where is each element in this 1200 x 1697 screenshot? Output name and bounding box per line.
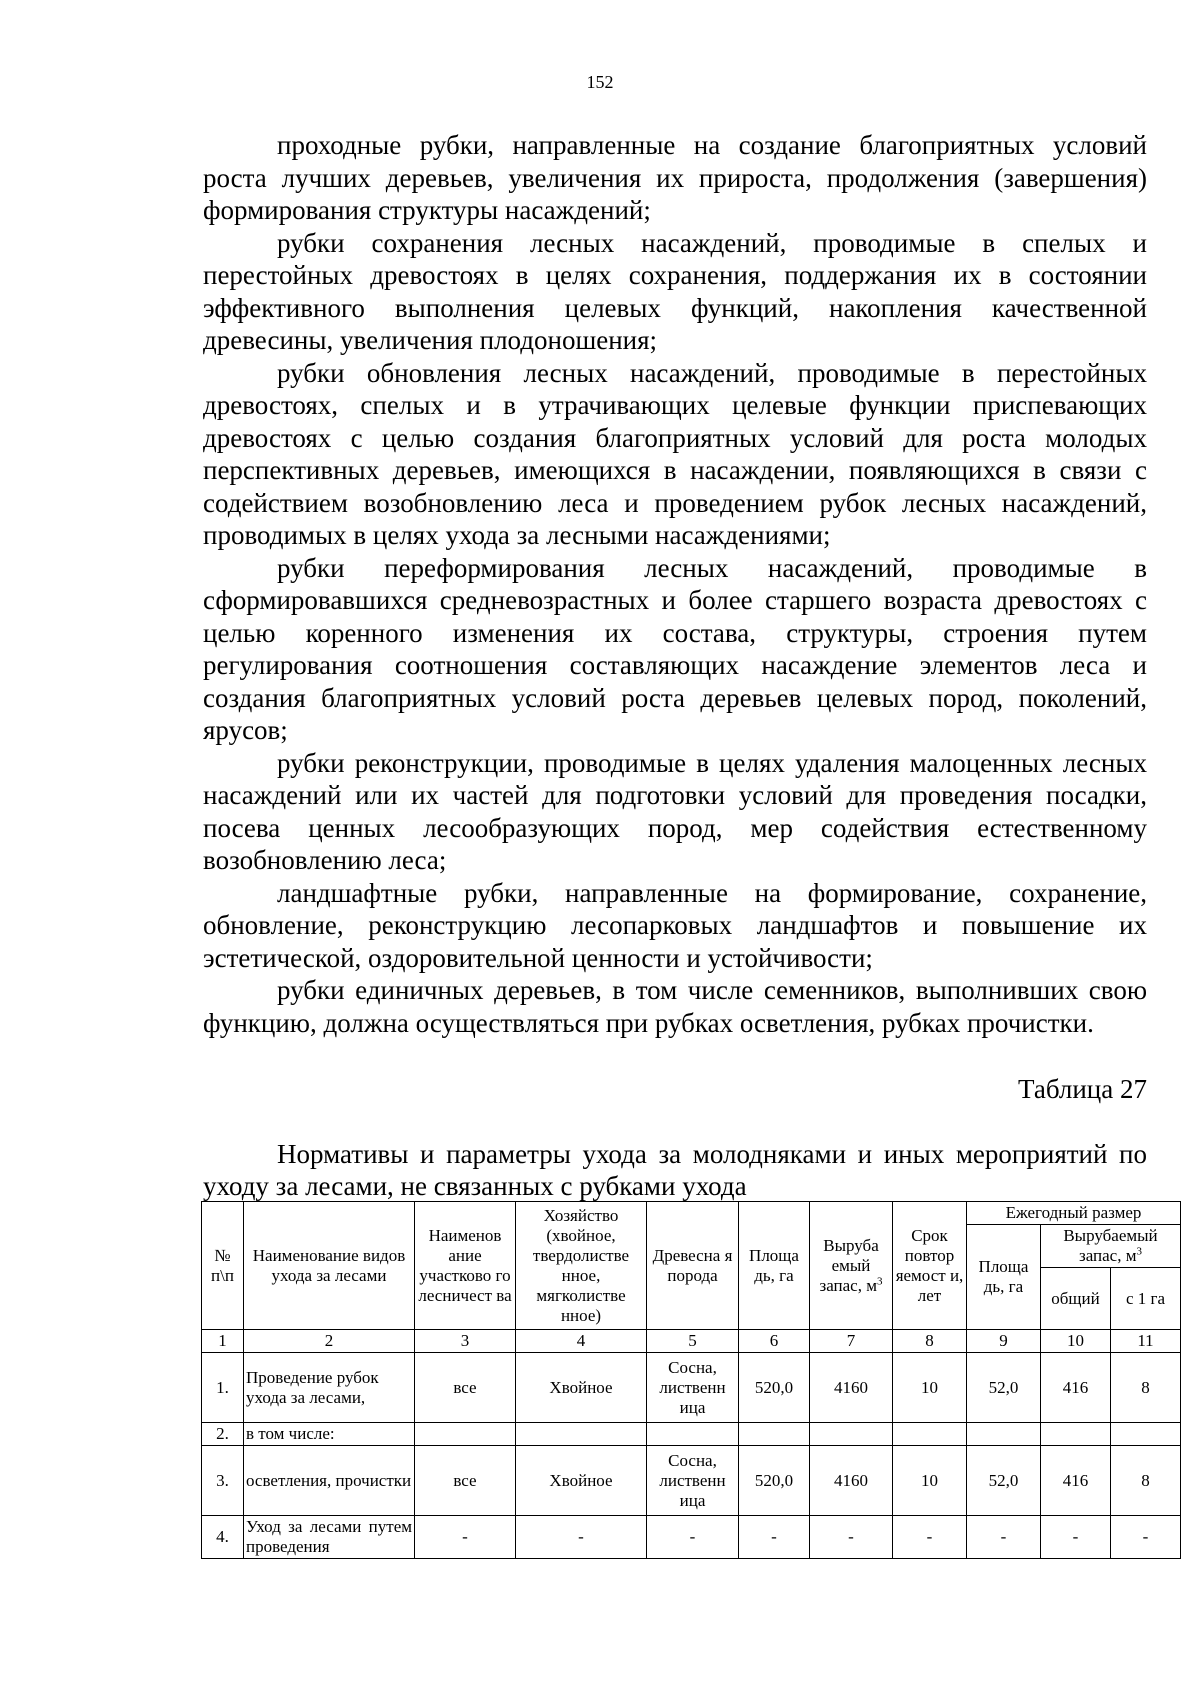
cell-num: 1. [202,1353,244,1423]
table-row [202,1353,1181,1423]
header-per-ha: с 1 га [1111,1268,1181,1330]
cell-annual-area [967,1423,1041,1446]
column-number: 1 [202,1330,244,1353]
cell-total: 416 [1041,1446,1111,1516]
cell-economy: Хвойное [516,1353,647,1423]
cell-volume: 4160 [810,1446,893,1516]
norms-table [201,1201,1181,1559]
cell-per-ha: 8 [1111,1353,1181,1423]
cell-name: в том числе: [244,1423,415,1446]
cell-species: - [647,1516,739,1559]
header-total: общий [1041,1268,1111,1330]
cell-per-ha [1111,1423,1181,1446]
cell-species [647,1423,739,1446]
table-title: Нормативы и параметры ухода за молодняками и иных мероприятий по уходу за лесами, не связанных с рубками ухода [203,1139,1147,1201]
column-number: 8 [893,1330,967,1353]
paragraph: рубки переформирования лесных насаждений, проводимые в сформировавшихся средневозрастных и более старшего возраста древостоях с целью коренного изменения их состава, структуры, строения путем регулирования соотношения составляющих насаждение элементов леса и создания благоприятных условий роста деревьев целевых пород, поколений, ярусов; [203,552,1147,745]
column-number: 4 [516,1330,647,1353]
cell-period: 10 [893,1446,967,1516]
table-row [202,1423,1181,1446]
paragraph: рубки единичных деревьев, в том числе семенников, выполнивших свою функцию, должна осуществляться при рубках осветления, рубках прочистки. [203,975,1147,1038]
cell-num: 2. [202,1423,244,1446]
cell-volume [810,1423,893,1446]
cell-name: Уход за лесами путем проведения [244,1516,415,1559]
paragraph: рубки реконструкции, проводимые в целях удаления малоценных лесных насаждений или их частей для подготовки условий для проведения посадки, посева ценных лесообразующих пород, мер содействия естественному возобновлению леса; [203,747,1147,875]
paragraph: рубки сохранения лесных насаждений, проводимые в спелых и перестойных древостоях в целях сохранения, поддержания их в состоянии эффективного выполнения целевых функций, накопления качественной древесины, увеличения плодоношения; [203,227,1147,355]
column-number: 5 [647,1330,739,1353]
cell-economy: - [516,1516,647,1559]
cell-num: 4. [202,1516,244,1559]
table-row [202,1446,1181,1516]
cell-district: все [415,1446,516,1516]
header-species: Древесна я порода [647,1202,739,1330]
column-number-row [202,1330,1181,1353]
column-number: 9 [967,1330,1041,1353]
cell-area [739,1423,810,1446]
cell-total: - [1041,1516,1111,1559]
cell-volume: - [810,1516,893,1559]
cell-name: Проведение рубок ухода за лесами, [244,1353,415,1423]
cell-period [893,1423,967,1446]
column-number: 6 [739,1330,810,1353]
paragraph: ландшафтные рубки, направленные на формирование, сохранение, обновление, реконструкцию лесопарковых ландшафтов и повышение их эстетической, оздоровительной ценности и устойчивости; [203,877,1147,973]
header-annual-volume: Вырубаемый запас, $м^3$ [1041,1225,1181,1268]
cell-species: Сосна, лиственн ица [647,1446,739,1516]
cell-total: 416 [1041,1353,1111,1423]
cell-species: Сосна, лиственн ица [647,1353,739,1423]
column-number: 11 [1111,1330,1181,1353]
header-name: Наименование видов ухода за лесами [244,1202,415,1330]
header-area: Площа дь, га [739,1202,810,1330]
header-district: Наименов ание участково го лесничест ва [415,1202,516,1330]
cell-name: осветления, прочистки [244,1446,415,1516]
header-period: Срок повтор яемост и, лет [893,1202,967,1330]
cell-annual-area: 52,0 [967,1353,1041,1423]
header-annual-area: Площа дь, га [967,1225,1041,1330]
body-text [203,129,1147,1039]
cell-district: - [415,1516,516,1559]
paragraph: проходные рубки, направленные на создание благоприятных условий роста лучших деревьев, увеличения их прироста, продолжения (завершения) формирования структуры насаждений; [203,130,1147,225]
page-number: 152 [586,72,614,92]
header-volume: Выруба емый запас, $м^3$ [810,1202,893,1330]
column-number: 2 [244,1330,415,1353]
column-number: 10 [1041,1330,1111,1353]
cell-economy [516,1423,647,1446]
cell-per-ha: 8 [1111,1446,1181,1516]
column-number: 7 [810,1330,893,1353]
cell-district: все [415,1353,516,1423]
cell-area: 520,0 [739,1353,810,1423]
paragraph: рубки обновления лесных насаждений, проводимые в перестойных древостоях, спелых и в утрачивающих целевые функции приспевающих древостоях с целью создания благоприятных условий для роста молодых перспективных деревьев, имеющихся в насаждении, появляющихся в связи с содействием возобновлению леса и проведением рубок лесных насаждений, проводимых в целях ухода за лесными насаждениями; [203,357,1147,550]
header-economy: Хозяйство (хвойное, твердолистве нное, мягколистве нное) [516,1202,647,1330]
cell-total [1041,1423,1111,1446]
header-num: № п\п [202,1202,244,1330]
cell-area: 520,0 [739,1446,810,1516]
cell-area: - [739,1516,810,1559]
cell-per-ha: - [1111,1516,1181,1559]
table-header-row [202,1202,1181,1225]
cell-volume: 4160 [810,1353,893,1423]
cell-annual-area: 52,0 [967,1446,1041,1516]
cell-district [415,1423,516,1446]
cell-annual-area: - [967,1516,1041,1559]
cell-period: - [893,1516,967,1559]
column-number: 3 [415,1330,516,1353]
cell-period: 10 [893,1353,967,1423]
header-annual: Ежегодный размер [967,1202,1181,1225]
cell-num: 3. [202,1446,244,1516]
cell-economy: Хвойное [516,1446,647,1516]
table-label: Таблица 27 [1018,1074,1147,1104]
table-row [202,1516,1181,1559]
